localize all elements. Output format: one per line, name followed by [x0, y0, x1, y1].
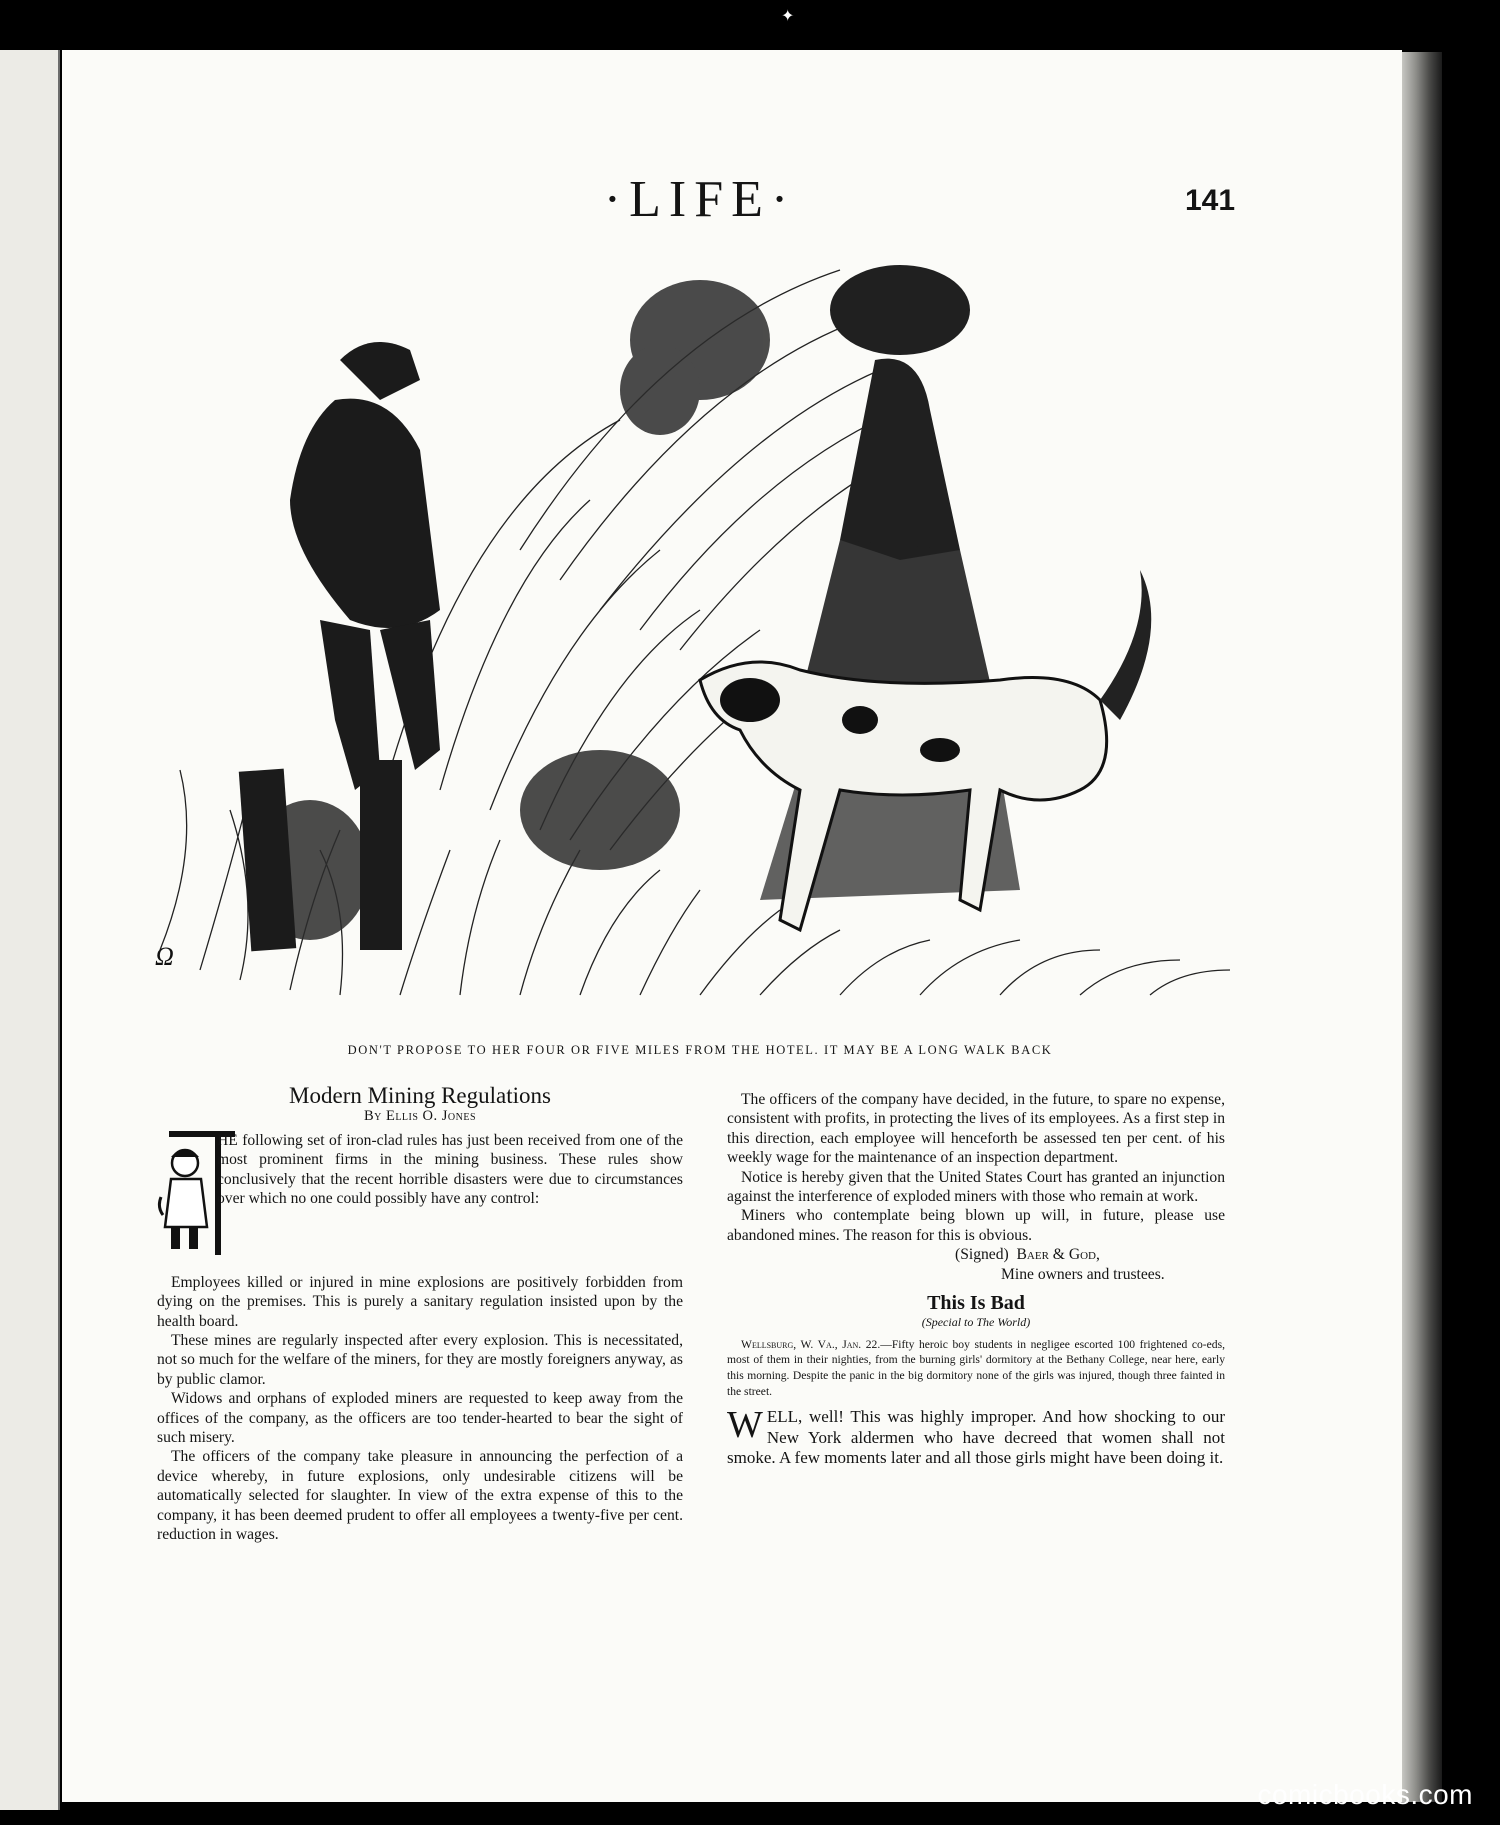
article-paragraph-3: Widows and orphans of exploded miners are requested to keep away from the offices of the company, as the officers are too tender-hearted to bear the sight of such misery.	[157, 1390, 683, 1447]
illustration-hunting-scene	[140, 250, 1260, 1010]
article-continued-3: Miners who contemplate being blown up will, in future, please use abandoned mines. The reason for this is obvious.	[727, 1207, 1225, 1244]
article-continued-1: The officers of the company have decided, in the future, to spare no expense, consistent with profits, in protecting the lives of its employees. As a first step in this direction, each employee will henceforth be assessed ten per cent. of his weekly wage for the maintenance of an inspection department.	[727, 1091, 1225, 1167]
commentary-initial: W	[727, 1404, 763, 1447]
second-article-source: (Special to The World)	[921, 1315, 1031, 1330]
article-paragraph-2: These mines are regularly inspected after every explosion. This is necessitated, not so much for the welfare of the miners, for they are mostly foreigners anyway, as by public clamor.	[157, 1332, 683, 1388]
previous-page-edge	[0, 50, 60, 1810]
signed-name: Baer & God,	[1016, 1246, 1100, 1264]
artist-signature: Ω	[155, 942, 174, 971]
right-column	[727, 1090, 1225, 1469]
article-paragraph-1: Employees killed or injured in mine explosions are positively forbidden from dying on the premises. This is purely a sanitary regulation insisted upon by the health board.	[157, 1273, 683, 1330]
signed-prefix: (Signed)	[955, 1246, 1009, 1264]
illustration-caption: DON'T PROPOSE TO HER FOUR OR FIVE MILES FROM THE HOTEL. IT MAY BE A LONG WALK BACK	[347, 1043, 1053, 1057]
article-paragraph-4: The officers of the company take pleasure in announcing the perfection of a device whereby, in future explosions, only undesirable citizens will be automatically selected for slaughter. In view of the extra expense of this to the company, it has been deemed prudent to offer all employees a twenty-five per cent. reduction in wages.	[157, 1448, 683, 1544]
signature-line	[727, 1245, 1225, 1264]
article-continued-2: Notice is hereby given that the United States Court has granted an injunction against the interference of exploded miners with those who remain at work.	[727, 1168, 1225, 1206]
scan-mark: ✦	[781, 8, 795, 25]
masthead: ·LIFE·	[603, 171, 797, 228]
article-modern-mining-regulations	[157, 1083, 683, 1545]
lead-paragraph: HE following set of iron-clad rules has just been received from one of the most prominent firms in the mining business. These rules show conclusively that the recent horrible disasters were due to circumstances over which no one could possibly have any control:	[217, 1131, 683, 1208]
signed-title: Mine owners and trustees.	[1001, 1265, 1165, 1283]
dispatch-text: —Fifty heroic boy students in negligee escorted 100 frightened co-eds, most of them in their nighties, from the burning girls' dormitory at the Bethany College, near here, early this morning. Despite the panic in the big dormitory none of the girls was injured, though three fainted in the street.	[727, 1337, 1225, 1398]
lead-paragraph-block	[157, 1131, 683, 1271]
article-byline: By Ellis O. Jones	[363, 1108, 477, 1125]
dispatch-dateline: Wellsburg, W. Va., Jan. 22.	[741, 1337, 881, 1351]
second-article-title: This Is Bad	[927, 1292, 1025, 1315]
shrub-mass	[250, 280, 770, 940]
book-spine-edge	[1400, 52, 1442, 1802]
news-dispatch	[727, 1337, 1225, 1399]
commentary	[727, 1404, 1225, 1469]
commentary-text: ELL, well! This was highly improper. And how shocking to our New York aldermen who have decreed that women shall not smoke. A few moments later and all those girls might have been doing it.	[727, 1407, 1225, 1468]
page-number: 141	[1185, 184, 1236, 217]
watermark: comicbooks.com	[1257, 1779, 1473, 1810]
article-title: Modern Mining Regulations	[289, 1083, 551, 1108]
